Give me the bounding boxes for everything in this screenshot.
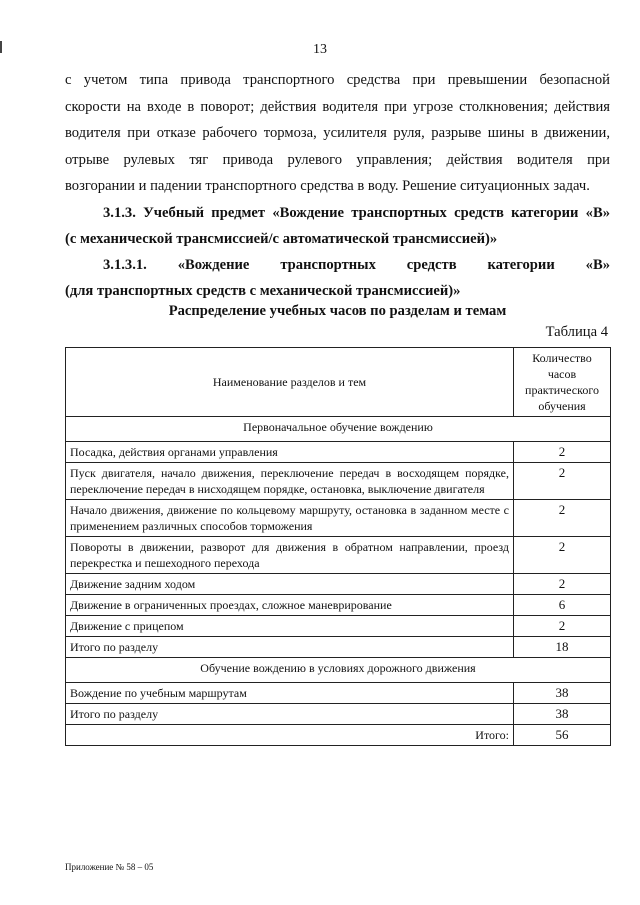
section-row xyxy=(66,658,611,683)
section-title: Обучение вождению в условиях дорожного движения xyxy=(66,658,611,683)
subtotal-hours: 18 xyxy=(514,637,611,658)
paragraph-line: возгорании и падении транспортного средства в воду. Решение ситуационных задач. xyxy=(65,178,590,195)
total-hours: 56 xyxy=(514,725,611,746)
paragraph-line: скорости на входе в поворот; действия водителя при угрозе столкновения; действия xyxy=(65,98,610,115)
table-row xyxy=(66,683,611,704)
header-hours-cell: Количество часов практического обучения xyxy=(514,348,611,417)
table-row xyxy=(66,537,611,574)
topic-name: Движение в ограниченных проездах, сложное маневрирование xyxy=(66,595,514,616)
table-header-row xyxy=(66,348,611,417)
table-row xyxy=(66,442,611,463)
topic-name: Посадка, действия органами управления xyxy=(66,442,514,463)
total-row xyxy=(66,725,611,746)
hours-table xyxy=(65,347,611,746)
page-number: 13 xyxy=(313,42,327,57)
subtotal-hours: 38 xyxy=(514,704,611,725)
topic-name: Повороты в движении, разворот для движения в обратном направлении, проезд перекрестка и пешеходного перехода xyxy=(66,537,514,574)
topic-hours: 2 xyxy=(514,442,611,463)
section-row xyxy=(66,417,611,442)
table-row xyxy=(66,574,611,595)
paragraph-line: с учетом типа привода транспортного средства при превышении безопасной xyxy=(65,72,610,88)
topic-hours: 2 xyxy=(514,537,611,574)
topic-hours: 2 xyxy=(514,500,611,537)
topic-name: Пуск двигателя, начало движения, переключение передач в восходящем порядке, переключение передач в нисходящем порядке, остановка, выключение двигателя xyxy=(66,463,514,500)
distribution-title: Распределение учебных часов по разделам и темам xyxy=(168,303,507,319)
topic-hours: 6 xyxy=(514,595,611,616)
subtotal-row xyxy=(66,704,611,725)
subtotal-label: Итого по разделу xyxy=(66,637,514,658)
heading-line: (для транспортных средств с механической трансмиссией)» xyxy=(65,283,461,299)
table-row xyxy=(66,500,611,537)
heading-line: (с механической трансмиссией/с автоматической трансмиссией)» xyxy=(65,231,498,247)
subsection-heading xyxy=(65,252,610,304)
topic-name: Вождение по учебным маршрутам xyxy=(66,683,514,704)
table-row xyxy=(66,616,611,637)
topic-hours: 2 xyxy=(514,463,611,500)
topic-hours: 38 xyxy=(514,683,611,704)
paragraph-line: отрыве рулевых тяг привода рулевого управления; действия водителя при xyxy=(65,151,610,168)
heading-line: 3.1.3. Учебный предмет «Вождение транспортных средств категории «В» xyxy=(103,205,610,221)
table-row xyxy=(66,595,611,616)
table-row xyxy=(66,463,611,500)
subtotal-row xyxy=(66,637,611,658)
header-name-cell: Наименование разделов и тем xyxy=(66,348,514,417)
subtotal-label: Итого по разделу xyxy=(66,704,514,725)
heading-line: 3.1.3.1. «Вождение транспортных средств категории «В» xyxy=(103,257,610,273)
total-label: Итого: xyxy=(66,725,514,746)
paragraph-line: водителя при отказе рабочего тормоза, усилителя руля, разрыве шины в движении, xyxy=(65,125,610,142)
footer-note: Приложение № 58 – 05 xyxy=(65,862,154,872)
topic-hours: 2 xyxy=(514,574,611,595)
topic-hours: 2 xyxy=(514,616,611,637)
topic-name: Движение с прицепом xyxy=(66,616,514,637)
topic-name: Движение задним ходом xyxy=(66,574,514,595)
subject-heading xyxy=(65,200,610,252)
topic-name: Начало движения, движение по кольцевому маршруту, остановка в заданном месте с применением различных способов торможения xyxy=(66,500,514,537)
table-label: Таблица 4 xyxy=(545,324,608,340)
intro-paragraph xyxy=(65,67,610,200)
section-title: Первоначальное обучение вождению xyxy=(66,417,611,442)
